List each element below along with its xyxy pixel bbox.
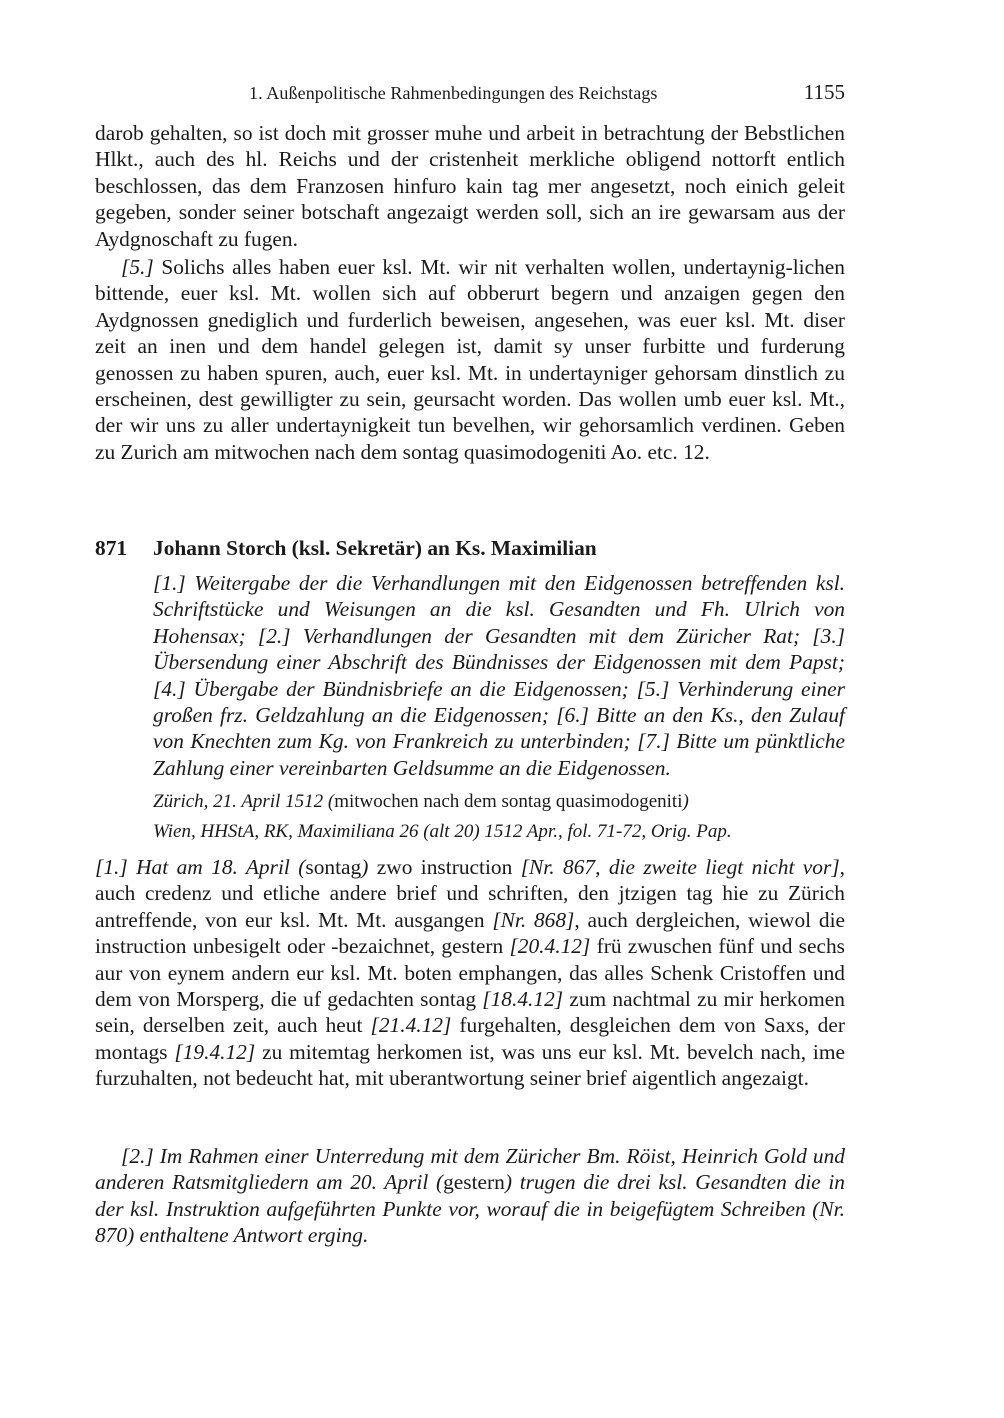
dateline-place-date: Zürich, 21. April 1512 ( xyxy=(153,791,335,812)
editorial-note: [Nr. 867, die zweite liegt nicht vor] xyxy=(520,855,840,879)
text-segment: [2.] Im Rahmen einer Unterredung mit dem Züricher Bm. Röist, Heinrich Gold und anderen Ratsmitgliedern am 20. April ( xyxy=(95,1144,845,1195)
paragraph-2-summary xyxy=(95,1143,845,1249)
document-title: Johann Storch (ksl. Sekretär) an Ks. Maximilian xyxy=(153,536,597,560)
text-segment: gestern xyxy=(443,1170,505,1195)
text-segment: sontag xyxy=(305,855,362,879)
editorial-note: [19.4.12] xyxy=(174,1039,256,1064)
paragraph-5 xyxy=(95,254,845,465)
editorial-note: [21.4.12] xyxy=(370,1013,452,1038)
text-segment: ) trugen die drei ksl. Gesandten die in der ksl. Instruktion aufgeführten Punkte vor, worauf die in beigefügtem Schreiben (Nr. 870) enthaltene Antwort erging. xyxy=(95,1170,845,1248)
page-number: 1155 xyxy=(803,80,845,104)
paragraph-continuation: darob gehalten, so ist doch mit grosser muhe und arbeit in betrachtung der Bebstlichen Hlkt., auch des hl. Reichs und der cristenheit merkliche obligend nottorft entlich beschlossen, das dem Franzosen hinfuro kain tag mer angesetzt, noch einich geleit gegeben, sonder seiner botschaft angezaigt werden soll, sich an ire gewarsam aus der Aydgnoschaft zu fugen. xyxy=(95,121,845,251)
document-source: Wien, HHStA, RK, Maximiliana 26 (alt 20) 1512 Apr., fol. 71-72, Orig. Pap. xyxy=(153,821,732,842)
text-segment: ) xyxy=(361,855,369,879)
paragraph-marker: [5.] xyxy=(121,255,154,279)
text-segment: , auch credenz und etliche andere brief und schriften, den jtzigen tag hie zu Zürich antreffende, von eur ksl. Mt. Mt. ausgangen xyxy=(95,855,846,932)
paragraph-text: Solichs alles haben euer ksl. Mt. wir nit verhalten wollen, undertaynig-lichen bittende, euer ksl. Mt. wollen sich auf obberurt begern und anzaigen gegen den Aydgnossen gnediglich und furderlich beweisen, angesehen, was euer ksl. Mt. diser zeit an inen und dem handel gelegen ist, damit sy unser furbitte und furderung genossen zu haben spuren, auch, euer ksl. Mt. in undertayniger gehorsam dinstlich zu erscheinen, dest gewilligter zu sein, geursacht worden. Das wollen umb euer ksl. Mt., der wir uns zu aller undertaynigkeit tun bevelhen, wir gehorsamlich verdinen. Geben zu Zurich am mitwochen nach dem sontag quasimodogeniti Ao. etc. 12. xyxy=(95,255,845,464)
text-segment: [1.] Hat am 18. April ( xyxy=(95,855,306,879)
paragraph-1 xyxy=(95,854,845,1092)
editorial-note: [20.4.12] xyxy=(509,934,591,959)
editorial-note: [Nr. 868] xyxy=(492,907,575,932)
text-segment: , auch dergleichen, wiewol die instruction unbesigelt oder -bezaichnet, gestern xyxy=(95,907,846,959)
dateline-original: mitwochen nach dem sontag quasimodogeniti xyxy=(334,791,683,812)
text-segment: frü zwuschen fünf und sechs aur von eynem andern eur ksl. Mt. boten emphangen, das alles Schenk Cristoffen und dem von Morsperg, die uf gedachten sontag xyxy=(95,934,845,1012)
running-head xyxy=(95,80,845,108)
editorial-note: [18.4.12] xyxy=(482,987,564,1012)
document-regest: [1.] Weitergabe der die Verhandlungen mit den Eidgenossen betreffenden ksl. Schriftstücke und Weisungen an die ksl. Gesandten und Fh. Ulrich von Hohensax; [2.] Verhandlungen der Gesandten mit dem Züricher Rat; [3.] Übersendung einer Abschrift des Bündnisses der Eidgenossen mit dem Papst; [4.] Übergabe der Bündnisbriefe an die Eidgenossen; [5.] Verhinderung einer großen frz. Geldzahlung an die Eidgenossen; [6.] Bitte an den Ks., den Zulauf von Knechten zum Kg. von Frankreich zu unterbinden; [7.] Bitte um pünktliche Zahlung einer vereinbarten Geldsumme an die Eidgenossen. xyxy=(153,571,845,780)
text-segment: furgehalten, desgleichen dem von Saxs, der montags xyxy=(95,1013,845,1064)
text-segment: zwo instruction xyxy=(368,855,521,879)
document-number: 871 xyxy=(95,536,128,560)
dateline-close: ) xyxy=(682,791,689,812)
running-head-title: 1. Außenpolitische Rahmenbedingungen des Reichstags xyxy=(249,83,658,103)
text-segment: zu mitemtag herkomen ist, was uns eur ksl. Mt. bevelch nach, ime furzuhalten, not bedeucht hat, mit uberantwortung seiner brief aigentlich angezaigt. xyxy=(95,1039,846,1091)
document-dateline xyxy=(153,790,845,814)
text-segment: zum nachtmal zu mir herkomen sein, derselben zeit, auch heut xyxy=(95,987,845,1038)
